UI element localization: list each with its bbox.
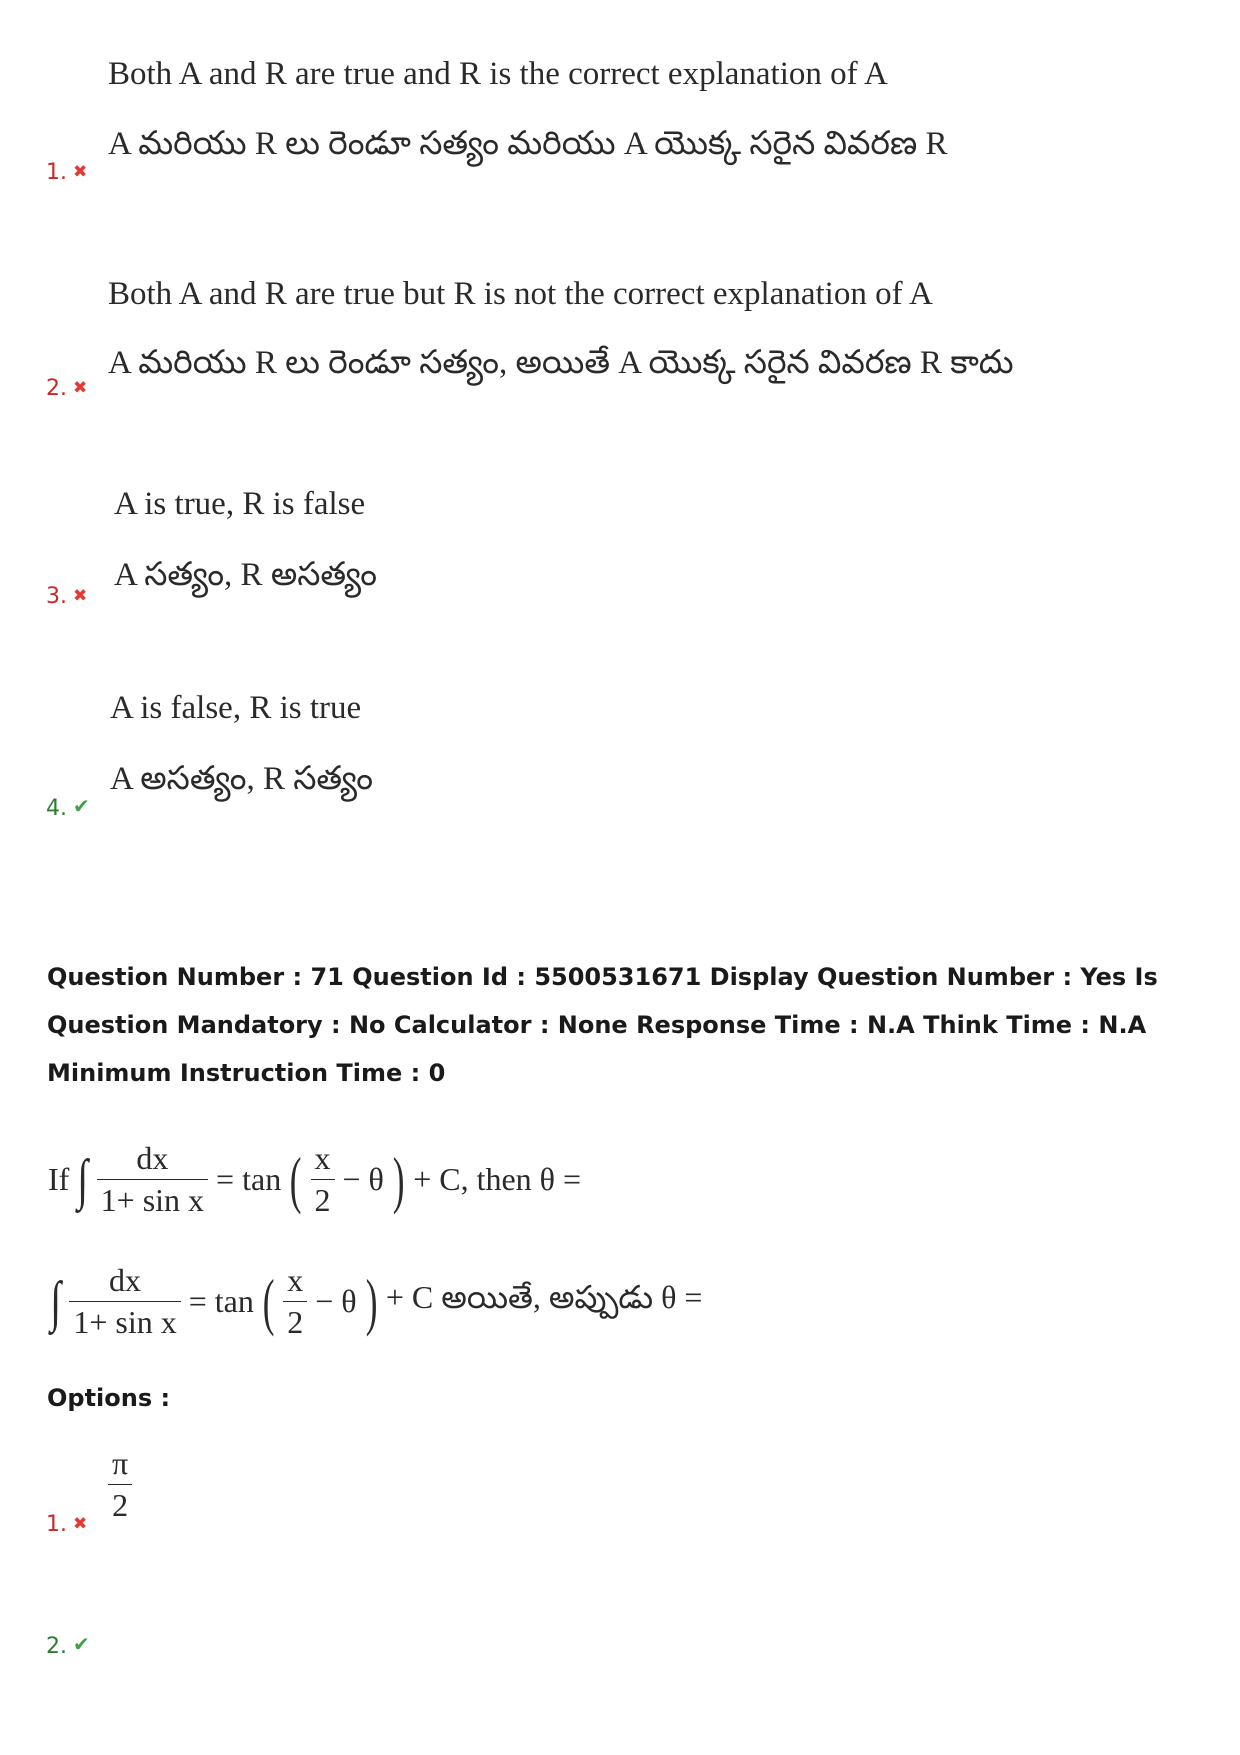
prev-option-3-english: A is true, R is false: [114, 486, 366, 522]
option-2-number: 2. ✔: [46, 1632, 90, 1659]
question-meta: Question Number : 71 Question Id : 5500531671 Display Question Number : Yes Is Question Mandatory : No Calculator : None Response Time : N.A Think Time : N.A Minimum Instruction Time : 0: [47, 963, 1158, 1087]
option-1-value: $\frac{\pi}{2}$: [108, 1445, 132, 1524]
prev-option-4-telugu: A అసత్యం, R సత్యం: [110, 761, 374, 797]
question-telugu: ∫ $\frac{dx}{\text{1+ sin x}}$ = tan ( $\frac{x}{2}$ − θ ) + C అయితే, అప్పుడు θ =: [50, 1262, 703, 1340]
question-te-fraction: $\frac{x}{2}$: [283, 1262, 307, 1341]
question-en-minus-theta: − θ: [342, 1161, 384, 1197]
cross-icon: ✖: [73, 1514, 88, 1534]
question-te-minus-theta: − θ: [315, 1283, 357, 1319]
check-icon: ✔: [73, 1632, 90, 1656]
question-te-integrand: $\frac{dx}{\text{1+ sin x}}$: [69, 1262, 180, 1341]
prev-option-2-number: 2. ✖: [46, 376, 88, 401]
question-en-equals-tan: = tan: [216, 1161, 282, 1197]
prev-option-1-telugu: A మరియు R లు రెండూ సత్యం మరియు A యొక్క సరైన వివరణ R: [108, 126, 948, 162]
integral-symbol: ∫: [50, 1270, 62, 1333]
prev-option-2-english: Both A and R are true but R is not the correct explanation of A: [108, 276, 933, 312]
prev-option-2-telugu: A మరియు R లు రెండూ సత్యం, అయితే A యొక్క సరైన వివరణ R కాదు: [108, 345, 1014, 381]
question-en-tail: + C, then θ =: [413, 1161, 582, 1197]
integral-symbol: ∫: [77, 1148, 89, 1211]
prev-option-3-telugu: A సత్యం, R అసత్యం: [114, 557, 378, 593]
question-english: If ∫ $\frac{dx}{\text{1+ sin x}}$ = tan ( $\frac{x}{2}$ − θ ) + C, then θ =: [48, 1140, 582, 1218]
question-en-integrand: $\frac{dx}{\text{1+ sin x}}$: [97, 1140, 208, 1219]
question-en-prefix: If: [48, 1161, 70, 1197]
prev-option-4-english: A is false, R is true: [110, 690, 362, 726]
question-en-fraction: $\frac{x}{2}$: [311, 1140, 335, 1219]
option-1-number: 1. ✖: [46, 1512, 88, 1537]
cross-icon: ✖: [73, 586, 88, 606]
cross-icon: ✖: [73, 378, 88, 398]
options-label: Options :: [47, 1384, 171, 1412]
prev-option-1-english: Both A and R are true and R is the correct explanation of A: [108, 56, 888, 92]
prev-option-1-number: 1. ✖: [46, 160, 88, 185]
check-icon: ✔: [73, 794, 90, 818]
prev-option-4-number: 4. ✔: [46, 794, 90, 821]
prev-option-3-number: 3. ✖: [46, 584, 88, 609]
question-te-tail: + C అయితే, అప్పుడు θ =: [385, 1279, 703, 1315]
cross-icon: ✖: [73, 162, 88, 182]
question-te-equals-tan: = tan: [188, 1283, 254, 1319]
